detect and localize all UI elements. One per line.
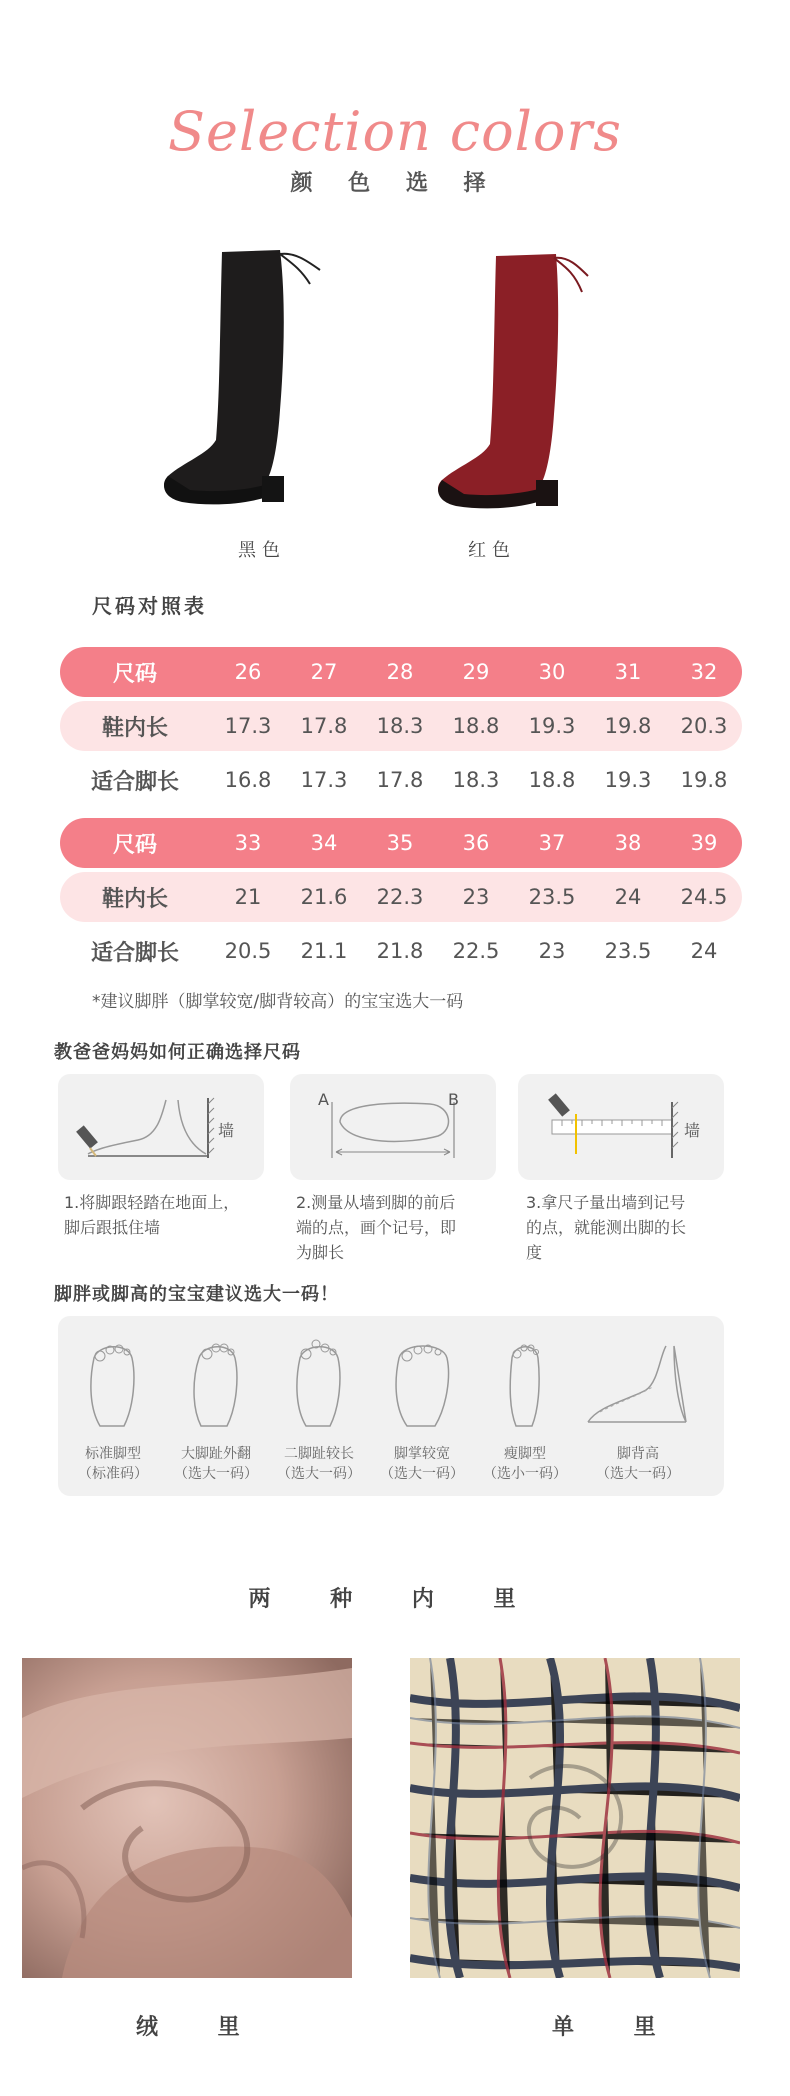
slim-foot-icon <box>490 1336 560 1436</box>
fleece-lining-label: 绒 里 <box>136 2015 266 2040</box>
foot-type-name: 脚背高 <box>617 1446 659 1462</box>
wall-label-2: 墙 <box>684 1121 701 1140</box>
foot-length-cell: 22.5 <box>452 939 500 963</box>
foot-type-advice: （选大一码） <box>596 1466 680 1482</box>
foot-length-row-1 <box>60 755 742 805</box>
size-label: 尺码 <box>112 661 157 687</box>
point-a-label: A <box>318 1090 329 1109</box>
black-over-knee-boot-icon <box>150 240 340 510</box>
lining-title: 两 种 内 里 <box>248 1587 542 1612</box>
size-cell: 39 <box>690 831 718 855</box>
foot-type-advice-title: 脚胖或脚高的宝宝建议选大一码！ <box>54 1284 339 1305</box>
foot-length-cell: 17.3 <box>300 768 348 792</box>
size-cell: 27 <box>310 660 338 684</box>
point-b-label: B <box>448 1090 459 1109</box>
red-over-knee-boot-icon <box>428 244 618 514</box>
size-cell: 36 <box>462 831 490 855</box>
foot-type-standard <box>58 1444 168 1484</box>
size-cell: 37 <box>538 831 566 855</box>
foot-type-slim <box>470 1444 580 1484</box>
foot-length-row-2 <box>60 926 742 976</box>
measure-step-2-line-3: 为脚长 <box>296 1243 345 1262</box>
size-label: 尺码 <box>112 832 157 858</box>
inner-length-cell: 22.3 <box>376 885 424 909</box>
size-cell: 26 <box>234 660 262 684</box>
measure-step-3-card <box>518 1074 724 1180</box>
measure-step-1-line-1: 1.将脚跟轻踏在地面上， <box>64 1193 240 1212</box>
measure-step-3-line-3: 度 <box>526 1243 543 1262</box>
foot-type-wide <box>367 1444 477 1484</box>
inner-length-cell: 24 <box>614 885 642 909</box>
foot-length-cell: 21.1 <box>300 939 348 963</box>
foot-type-advice: （选大一码） <box>380 1466 464 1482</box>
size-cell: 29 <box>462 660 490 684</box>
size-cell: 32 <box>690 660 718 684</box>
foot-length-cell: 16.8 <box>224 768 272 792</box>
plush-fleece-lining-icon <box>22 1658 352 1978</box>
long-second-toe-icon <box>284 1336 354 1436</box>
inner-length-cell: 21.6 <box>300 885 348 909</box>
measure-guide-title: 教爸爸妈妈如何正确选择尺码 <box>54 1042 301 1063</box>
size-cell: 33 <box>234 831 262 855</box>
foot-type-advice: （选大一码） <box>174 1466 258 1482</box>
inner-length-cell: 20.3 <box>680 714 728 738</box>
measure-step-3-text <box>526 1190 686 1265</box>
foot-length-cell: 19.3 <box>604 768 652 792</box>
foot-type-name: 标准脚型 <box>85 1446 141 1462</box>
size-cell: 31 <box>614 660 642 684</box>
high-instep-foot-icon <box>578 1336 698 1436</box>
foot-length-cell: 19.8 <box>680 768 728 792</box>
inner-length-cell: 19.8 <box>604 714 652 738</box>
measure-step-2-text <box>296 1190 456 1265</box>
inner-length-label: 鞋内长 <box>101 715 168 741</box>
size-cell: 28 <box>386 660 414 684</box>
foot-length-cell: 17.8 <box>376 768 424 792</box>
size-cell: 35 <box>386 831 414 855</box>
measure-step-2-line-1: 2.测量从墙到脚的前后 <box>296 1193 456 1212</box>
measure-step-1-card <box>58 1074 264 1180</box>
selection-colors-title: Selection colors <box>168 100 622 163</box>
size-cell: 30 <box>538 660 566 684</box>
inner-length-cell: 17.3 <box>224 714 272 738</box>
foot-length-label: 适合脚长 <box>90 940 179 966</box>
inner-length-label: 鞋内长 <box>101 886 168 912</box>
foot-length-label: 适合脚长 <box>90 769 179 795</box>
inner-length-cell: 18.8 <box>452 714 500 738</box>
foot-length-cell: 24 <box>690 939 718 963</box>
size-row-2 <box>60 818 742 868</box>
inner-length-cell: 23.5 <box>528 885 576 909</box>
foot-length-cell: 23.5 <box>604 939 652 963</box>
color-label-red: 红色 <box>468 540 516 561</box>
measure-step-2-card <box>290 1074 496 1180</box>
size-chart-title: 尺码对照表 <box>92 594 207 618</box>
foot-type-high-instep <box>583 1444 693 1484</box>
foot-type-name: 二脚趾较长 <box>284 1446 354 1462</box>
inner-length-cell: 19.3 <box>528 714 576 738</box>
foot-length-cell: 18.8 <box>528 768 576 792</box>
bunion-foot-icon <box>181 1336 251 1436</box>
size-cell: 34 <box>310 831 338 855</box>
foot-type-name: 脚掌较宽 <box>394 1446 450 1462</box>
foot-length-cell: 20.5 <box>224 939 272 963</box>
inner-length-row-1 <box>60 701 742 751</box>
measure-step-1-text <box>64 1190 239 1240</box>
inner-length-cell: 18.3 <box>376 714 424 738</box>
foot-type-bunion <box>161 1444 271 1484</box>
size-advice-note: *建议脚胖（脚掌较宽/脚背较高）的宝宝选大一码 <box>92 992 464 1012</box>
wide-foot-icon <box>387 1336 457 1436</box>
inner-length-cell: 23 <box>462 885 490 909</box>
foot-length-cell: 21.8 <box>376 939 424 963</box>
foot-type-advice: （选小一码） <box>483 1466 567 1482</box>
measure-step-2-line-2: 端的点，画个记号，即 <box>296 1218 457 1237</box>
color-selection-subtitle: 颜 色 选 择 <box>290 171 500 196</box>
foot-type-long-second-toe <box>264 1444 374 1484</box>
inner-length-row-2 <box>60 872 742 922</box>
measure-step-3-line-2: 的点，就能测出脚的长 <box>526 1218 687 1237</box>
color-label-black: 黑色 <box>238 540 286 561</box>
inner-length-cell: 21 <box>234 885 262 909</box>
plaid-lining-label: 单 里 <box>552 2015 682 2040</box>
foot-length-cell: 23 <box>538 939 566 963</box>
foot-types-card <box>58 1316 724 1496</box>
size-cell: 38 <box>614 831 642 855</box>
plaid-fabric-lining-icon <box>410 1658 740 1978</box>
foot-type-advice: （选大一码） <box>277 1466 361 1482</box>
measure-step-1-line-2: 脚后跟抵住墙 <box>64 1218 161 1237</box>
size-row-1 <box>60 647 742 697</box>
wall-label: 墙 <box>218 1121 235 1140</box>
standard-foot-icon <box>78 1336 148 1436</box>
foot-type-advice: （标准码） <box>78 1466 148 1482</box>
foot-type-name: 大脚趾外翻 <box>181 1446 251 1462</box>
inner-length-cell: 17.8 <box>300 714 348 738</box>
measure-step-3-line-1: 3.拿尺子量出墙到记号 <box>526 1193 686 1212</box>
foot-length-cell: 18.3 <box>452 768 500 792</box>
inner-length-cell: 24.5 <box>680 885 728 909</box>
foot-type-name: 瘦脚型 <box>504 1446 546 1462</box>
